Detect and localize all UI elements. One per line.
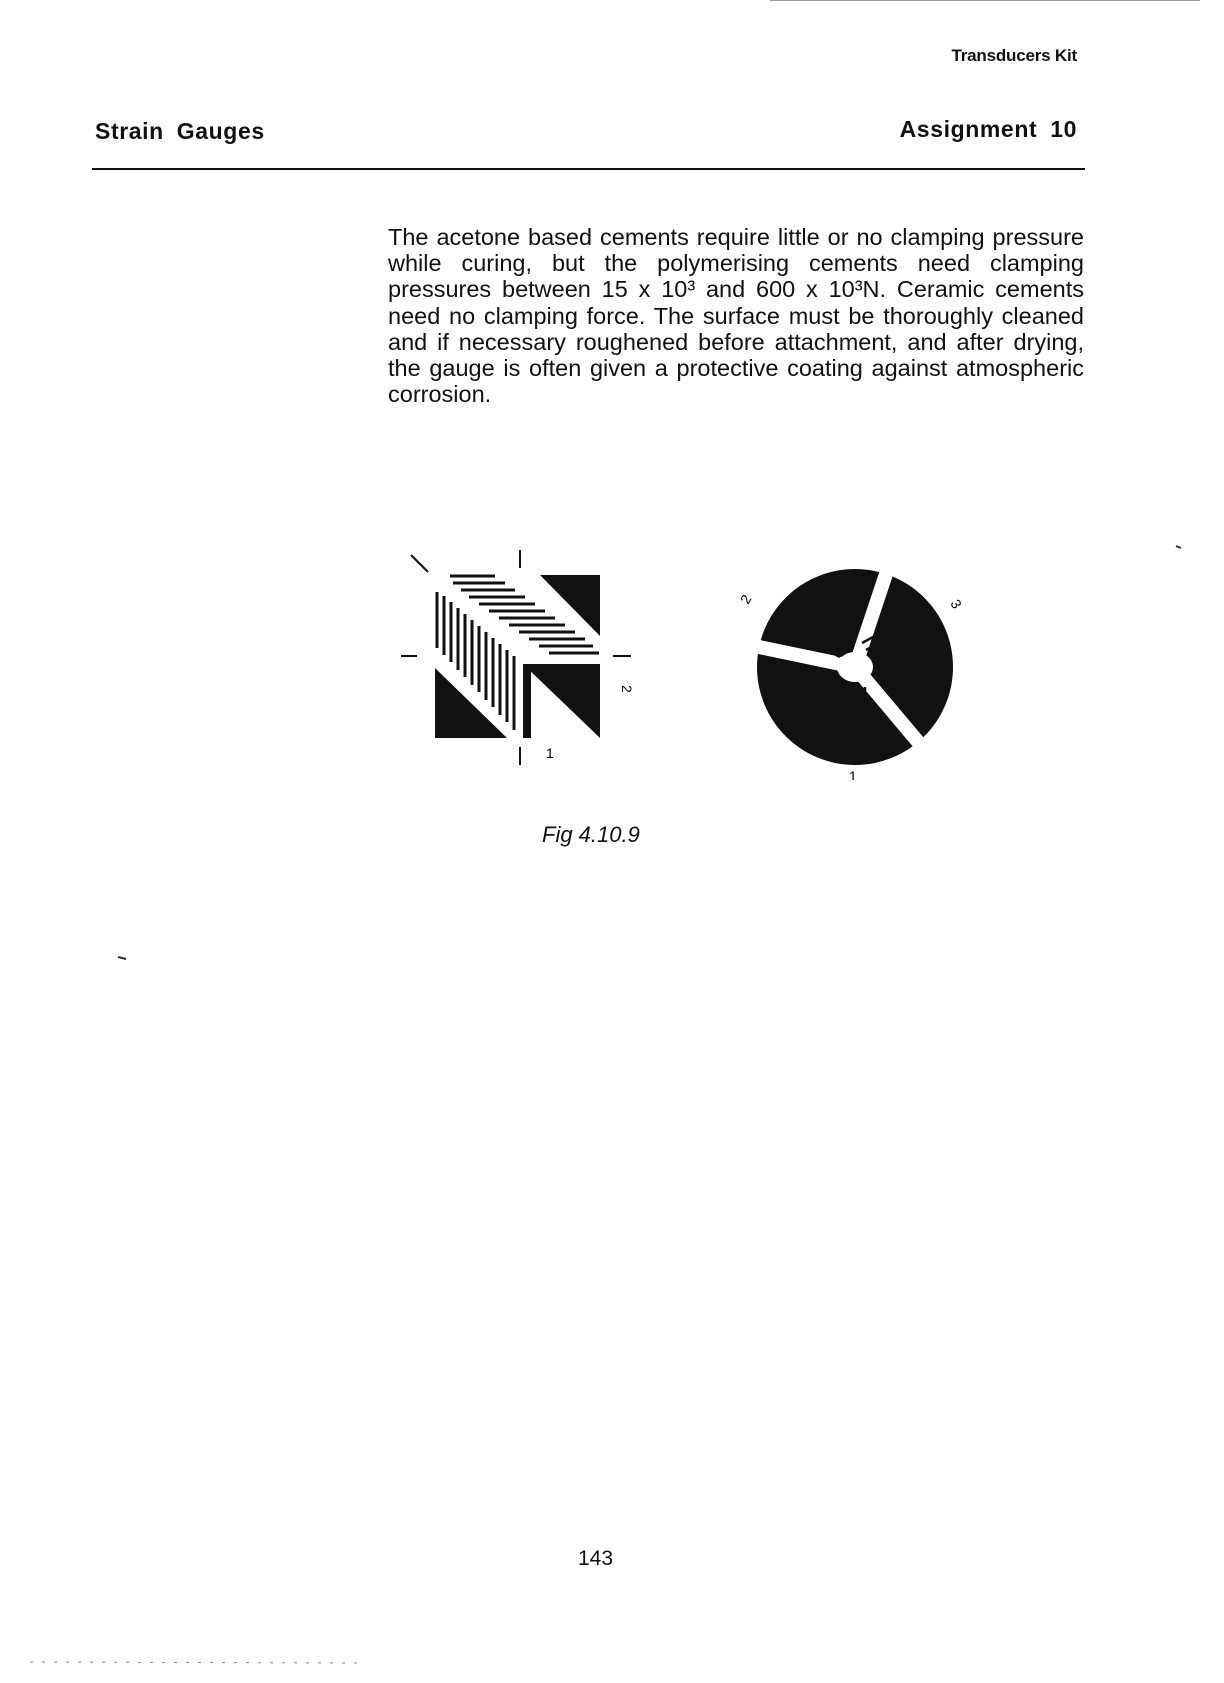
section-title: Strain Gauges <box>95 118 265 144</box>
right-gauge-label-2: 2 <box>736 591 755 607</box>
figure-caption: Fig 4.10.9 <box>542 822 640 847</box>
assignment-label: Assignment 10 <box>899 116 1077 142</box>
delta-rosette-diagram <box>735 547 965 780</box>
body-paragraph-block <box>388 224 1084 407</box>
page-number: 143 <box>578 1547 614 1570</box>
header-divider <box>92 168 1085 170</box>
left-gauge-label-1: 1 <box>546 745 554 761</box>
strain-gauge-rosettes-figure <box>395 540 965 780</box>
left-gauge-label-2: 2 <box>619 685 635 693</box>
top-rule <box>770 0 1200 1</box>
right-gauge-label-3: 3 <box>947 596 965 612</box>
kit-label: Transducers Kit <box>951 46 1077 65</box>
right-gauge-label-1: 1 <box>849 768 857 780</box>
body-paragraph: The acetone based cements require little or no clamping pressure while curing, but the polymerising cements need clamping pressures between 15 x 10³ and 600 x 10³N. Ceramic cements need no clamping force. The surface must be thoroughly cleaned and if necessary roughened before attachment, and after drying, the gauge is often given a protective coating against atmospheric corrosion. <box>388 224 1084 408</box>
rectangular-rosette-diagram <box>401 550 635 765</box>
